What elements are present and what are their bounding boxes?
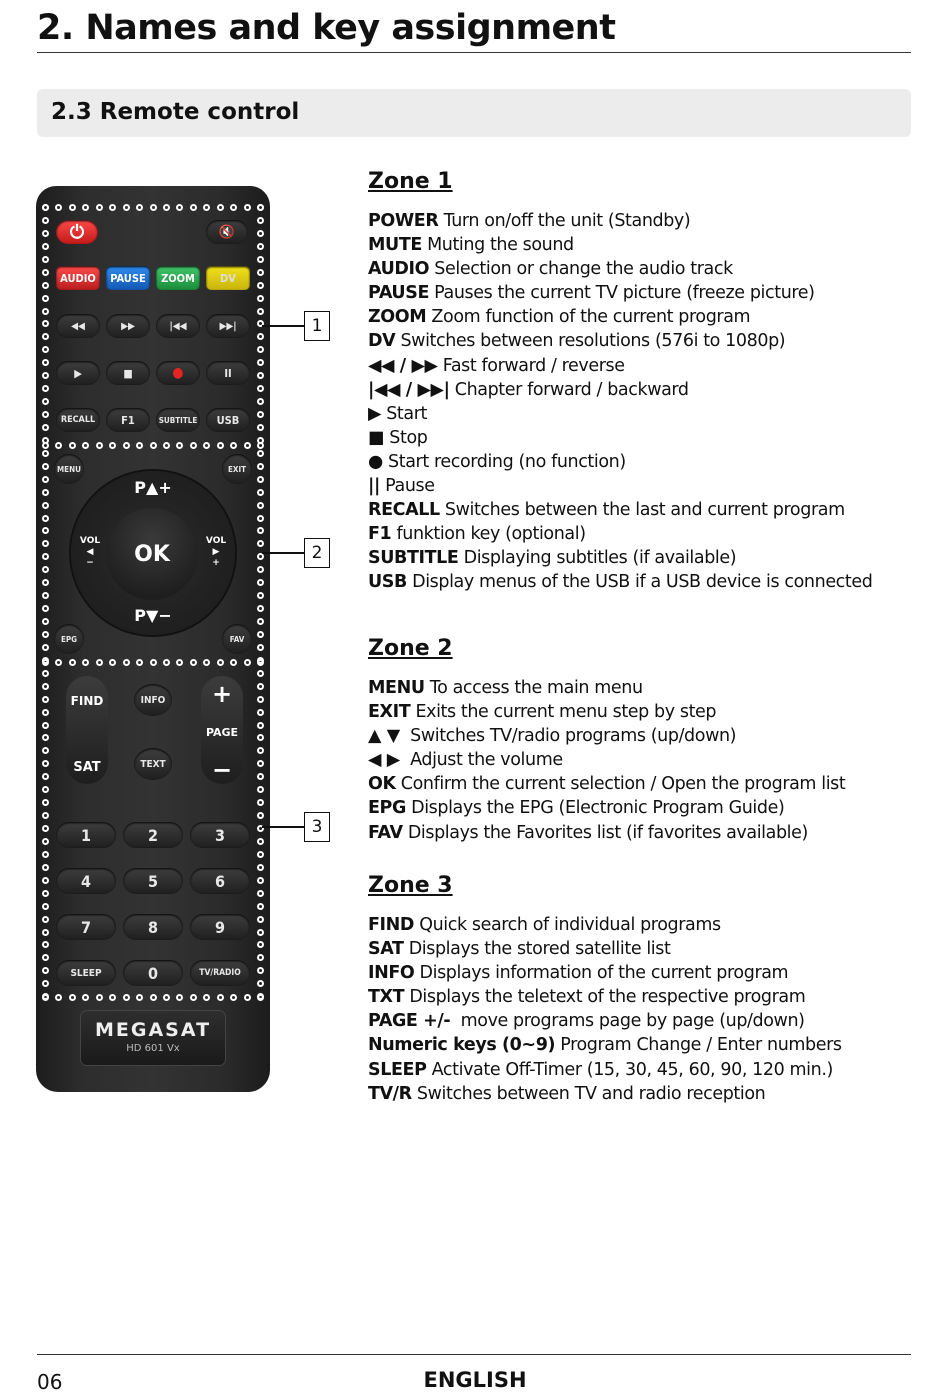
key-name: ▶ xyxy=(368,403,382,424)
channel-up-label: P▲+ xyxy=(134,478,172,497)
key-name: DV xyxy=(368,331,396,352)
page-plus-label: + xyxy=(211,680,233,708)
page-title: 2. Names and key assignment xyxy=(37,8,616,48)
key-name: SLEEP xyxy=(368,1059,427,1080)
key-name: AUDIO xyxy=(368,259,430,280)
audio-button: AUDIO xyxy=(56,266,100,290)
key-function: Display menus of the USB if a USB device is connected xyxy=(406,572,873,593)
key-name: EPG xyxy=(368,798,406,819)
key-function: To access the main menu xyxy=(424,678,643,698)
key-function: Muting the sound xyxy=(421,235,574,256)
title-divider xyxy=(37,52,911,53)
find-button: FIND xyxy=(70,694,104,708)
key-name: FIND xyxy=(368,915,415,935)
dot-border-column xyxy=(42,204,49,1001)
key-function: Adjust the volume xyxy=(399,750,563,771)
key-description xyxy=(368,913,928,937)
key-description xyxy=(368,498,928,522)
key-description xyxy=(368,281,928,305)
dot-border-row xyxy=(42,204,264,211)
key-function: Start xyxy=(381,403,427,424)
key-description xyxy=(368,772,928,796)
key-name: ZOOM xyxy=(368,307,427,328)
key-function: Displaying subtitles (if available) xyxy=(458,548,737,569)
key-description xyxy=(368,676,928,700)
usb-button: USB xyxy=(206,408,250,432)
dot-border-row xyxy=(42,659,264,666)
section-title: 2.3 Remote control xyxy=(51,99,300,125)
key-description xyxy=(368,209,928,233)
key-5: 5 xyxy=(123,868,183,894)
menu-button: MENU xyxy=(54,454,84,484)
zone-title: Zone 2 xyxy=(368,636,453,661)
key-name: PAUSE xyxy=(368,283,429,304)
key-function: Displays the Favorites list (if favorites available) xyxy=(402,822,808,843)
key-description xyxy=(368,233,928,257)
key-name: OK xyxy=(368,774,396,795)
subtitle-button: SUBTITLE xyxy=(156,408,200,432)
key-name: INFO xyxy=(368,963,415,984)
key-name: ■ xyxy=(368,427,385,448)
epg-button: EPG xyxy=(54,624,84,654)
zone-title: Zone 3 xyxy=(368,873,453,898)
key-name: SUBTITLE xyxy=(368,548,459,569)
key-1: 1 xyxy=(56,822,116,848)
key-description xyxy=(368,1058,928,1082)
key-name: POWER xyxy=(368,211,439,231)
key-description xyxy=(368,329,928,353)
key-name: ● xyxy=(368,451,383,472)
callout-3: 3 xyxy=(304,812,330,842)
key-description xyxy=(368,450,928,474)
zone-2-section xyxy=(368,636,928,845)
previous-chapter-button: |◀◀ xyxy=(156,314,200,338)
mute-button: 🔇 xyxy=(206,220,248,244)
key-3: 3 xyxy=(190,822,250,848)
zoom-button: ZOOM xyxy=(156,266,200,290)
page-number: 06 xyxy=(37,1370,63,1394)
key-function: Displays information of the current program xyxy=(414,963,789,984)
brand-logo: MEGASAT xyxy=(94,1019,212,1041)
key-name: ◀ ▶ xyxy=(368,750,400,771)
fav-button: FAV xyxy=(222,624,252,654)
ok-button: OK xyxy=(106,508,198,600)
text-button: TEXT xyxy=(134,748,172,780)
page-label: PAGE xyxy=(205,726,239,739)
key-name: TXT xyxy=(368,987,405,1008)
key-function: Selection or change the audio track xyxy=(429,259,733,280)
model-name: HD 601 Vx xyxy=(126,1043,180,1054)
key-name: TV/R xyxy=(368,1083,412,1104)
footer-language: ENGLISH xyxy=(423,1368,527,1392)
key-9: 9 xyxy=(190,914,250,940)
key-name: RECALL xyxy=(368,500,440,521)
key-function: move programs page by page (up/down) xyxy=(450,1011,805,1032)
pause-color-button: PAUSE xyxy=(106,266,150,290)
record-button: ● xyxy=(156,361,200,385)
key-description xyxy=(368,700,928,724)
key-description xyxy=(368,354,928,378)
play-button: ▶ xyxy=(56,361,100,385)
key-description xyxy=(368,937,928,961)
key-function: funktion key (optional) xyxy=(391,524,586,545)
pause-button: II xyxy=(206,361,250,385)
key-name: F1 xyxy=(368,524,392,545)
key-description xyxy=(368,724,928,748)
key-7: 7 xyxy=(56,914,116,940)
key-name: ▲ ▼ xyxy=(368,726,400,747)
key-function: Exits the current menu step by step xyxy=(410,702,717,723)
key-description xyxy=(368,402,928,426)
key-name: |◀◀ / ▶▶| xyxy=(368,379,450,400)
channel-down-label: P▼− xyxy=(134,606,172,625)
key-name: PAGE +/- xyxy=(368,1011,451,1032)
key-function: Pause xyxy=(379,476,435,497)
next-chapter-button: ▶▶| xyxy=(206,314,250,338)
callout-2: 2 xyxy=(304,538,330,568)
key-function: Confirm the current selection / Open the program list xyxy=(395,774,846,795)
key-function: Switches between the last and current program xyxy=(439,500,845,521)
key-4: 4 xyxy=(56,868,116,894)
key-function: Switches between TV and radio reception xyxy=(411,1083,766,1104)
key-function: Displays the stored satellite list xyxy=(403,939,671,960)
key-description xyxy=(368,426,928,450)
key-name: EXIT xyxy=(368,702,411,723)
f1-button: F1 xyxy=(106,408,150,432)
key-function: Quick search of individual programs xyxy=(414,915,721,935)
key-name: FAV xyxy=(368,822,403,843)
key-name: ◀◀ / ▶▶ xyxy=(368,355,438,376)
key-description xyxy=(368,796,928,820)
power-button: ⏻ xyxy=(56,220,98,244)
key-function: Displays the EPG (Electronic Program Guide) xyxy=(405,798,785,819)
recall-button: RECALL xyxy=(56,408,100,432)
key-function: Chapter forward / backward xyxy=(449,379,689,400)
key-function: Switches between resolutions (576i to 1080p) xyxy=(395,331,786,352)
key-8: 8 xyxy=(123,914,183,940)
exit-button: EXIT xyxy=(222,454,252,484)
key-2: 2 xyxy=(123,822,183,848)
key-6: 6 xyxy=(190,868,250,894)
key-name: MUTE xyxy=(368,235,422,256)
key-description xyxy=(368,1082,928,1106)
key-description xyxy=(368,305,928,329)
key-description xyxy=(368,821,928,845)
dv-button: DV xyxy=(206,266,250,290)
key-0: 0 xyxy=(123,960,183,986)
tv-radio-button: TV/RADIO xyxy=(190,960,250,986)
callout-1: 1 xyxy=(304,311,330,341)
key-description xyxy=(368,961,928,985)
key-name: USB xyxy=(368,572,407,593)
dot-border-row xyxy=(42,994,264,1001)
key-description xyxy=(368,378,928,402)
callout-line-2 xyxy=(262,552,304,554)
key-function: Activate Off-Timer (15, 30, 45, 60, 90, 120 min.) xyxy=(426,1059,833,1080)
key-function: Pauses the current TV picture (freeze picture) xyxy=(429,283,815,304)
key-name: Numeric keys (0~9) xyxy=(368,1035,556,1056)
stop-button: ■ xyxy=(106,361,150,385)
zone-entries xyxy=(368,676,928,845)
key-description xyxy=(368,546,928,570)
key-description xyxy=(368,985,928,1009)
key-function: Fast forward / reverse xyxy=(437,355,625,376)
callout-line-3 xyxy=(262,826,304,828)
key-function: Turn on/off the unit (Standby) xyxy=(438,211,691,231)
key-description xyxy=(368,1009,928,1033)
remote-control-image xyxy=(36,186,270,1092)
zone-entries xyxy=(368,913,928,1106)
key-description xyxy=(368,257,928,281)
key-description xyxy=(368,1033,928,1057)
sat-button: SAT xyxy=(73,760,101,775)
dot-border-column xyxy=(257,204,264,1001)
page-minus-label: − xyxy=(211,756,233,784)
rewind-button: ◀◀ xyxy=(56,314,100,338)
info-button: INFO xyxy=(134,684,172,716)
fast-forward-button: ▶▶ xyxy=(106,314,150,338)
section-header xyxy=(37,89,911,137)
zone-title: Zone 1 xyxy=(368,169,453,194)
key-function: Zoom function of the current program xyxy=(426,307,751,328)
brand-plate xyxy=(81,1011,225,1065)
key-function: Displays the teletext of the respective program xyxy=(404,987,806,1008)
key-description xyxy=(368,570,928,594)
callout-line-1 xyxy=(262,325,304,327)
zone-entries xyxy=(368,209,928,595)
key-function: Start recording (no function) xyxy=(382,451,626,472)
footer-divider xyxy=(37,1354,911,1355)
key-description xyxy=(368,748,928,772)
key-function: Switches TV/radio programs (up/down) xyxy=(399,726,737,747)
volume-up-label: VOL ▶ + xyxy=(205,536,227,568)
key-description xyxy=(368,522,928,546)
key-function: Program Change / Enter numbers xyxy=(555,1035,842,1056)
key-name: MENU xyxy=(368,678,425,698)
zone-3-section xyxy=(368,873,928,1106)
key-description xyxy=(368,474,928,498)
zone-1-section xyxy=(368,169,928,595)
key-name: SAT xyxy=(368,939,404,960)
key-name: || xyxy=(368,476,380,497)
volume-down-label: VOL ◀ − xyxy=(79,536,101,568)
sleep-button: SLEEP xyxy=(56,960,116,986)
key-function: Stop xyxy=(384,427,428,448)
dot-border-row xyxy=(42,442,264,449)
